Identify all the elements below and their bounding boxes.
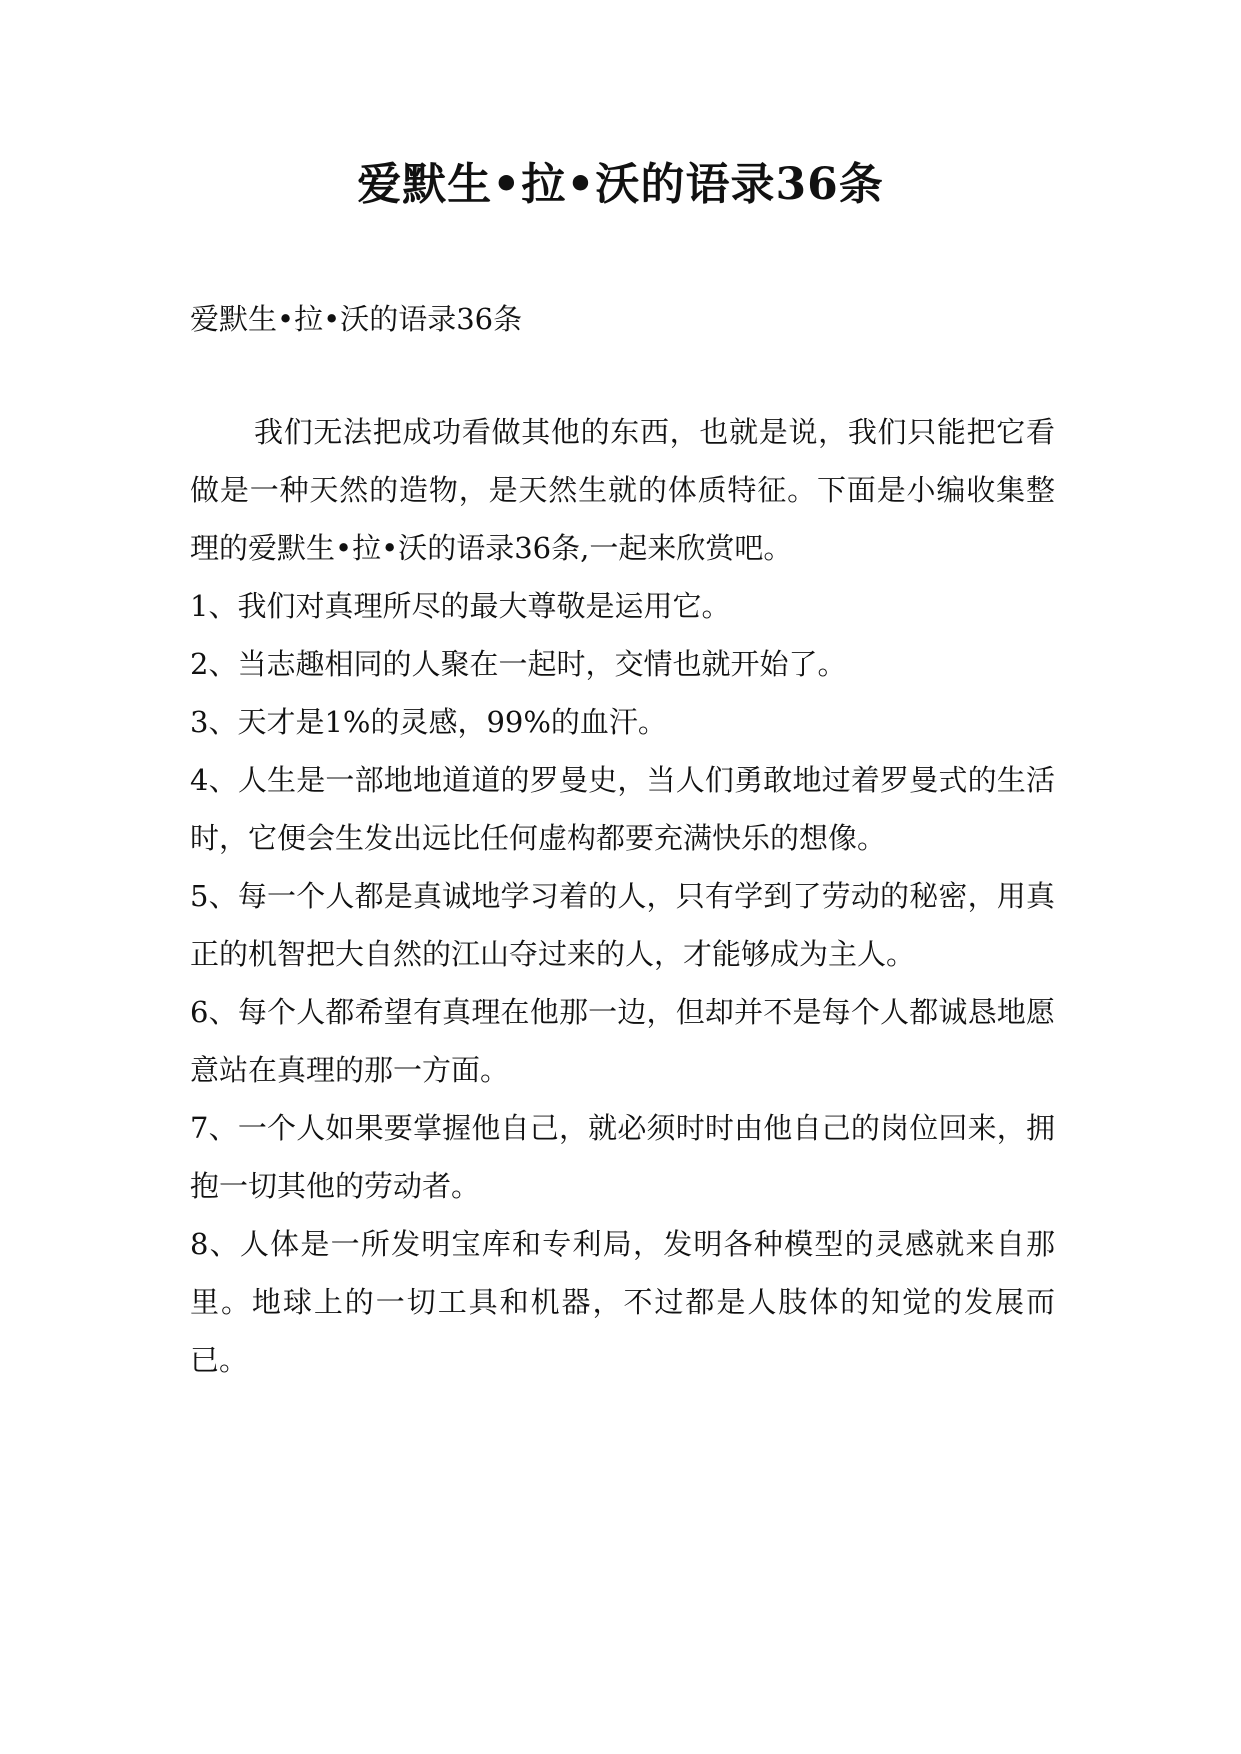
quote-item: 6、每个人都希望有真理在他那一边，但却并不是每个人都诚恳地愿意站在真理的那一方面。: [190, 995, 1055, 1087]
quote-item: 3、天才是1%的灵感，99%的血汗。: [190, 705, 667, 739]
quote-item: 4、人生是一部地地道道的罗曼史，当人们勇敢地过着罗曼式的生活时，它便会生发出远比任何虚构都要充满快乐的想像。: [190, 763, 1055, 855]
quote-item: 2、当志趣相同的人聚在一起时，交情也就开始了。: [190, 647, 847, 681]
quote-item: 7、一个人如果要掌握他自己，就必须时时由他自己的岗位回来，拥抱一切其他的劳动者。: [190, 1111, 1055, 1203]
quote-item: 1、我们对真理所尽的最大尊敬是运用它。: [190, 589, 731, 623]
document-body: [190, 403, 1055, 1389]
quote-item: 8、人体是一所发明宝库和专利局，发明各种模型的灵感就来自那里。地球上的一切工具和机器，不过都是人肢体的知觉的发展而已。: [190, 1227, 1055, 1377]
intro-paragraph: 我们无法把成功看做其他的东西，也就是说，我们只能把它看做是一种天然的造物，是天然生就的体质特征。下面是小编收集整理的爱默生•拉•沃的语录36条,一起来欣赏吧。: [190, 415, 1055, 565]
quote-item: 5、每一个人都是真诚地学习着的人，只有学到了劳动的秘密，用真正的机智把大自然的江山夺过来的人，才能够成为主人。: [190, 879, 1055, 971]
document-subtitle: 爱默生•拉•沃的语录36条: [190, 302, 523, 336]
document-title: 爱默生•拉•沃的语录36条: [357, 159, 884, 210]
